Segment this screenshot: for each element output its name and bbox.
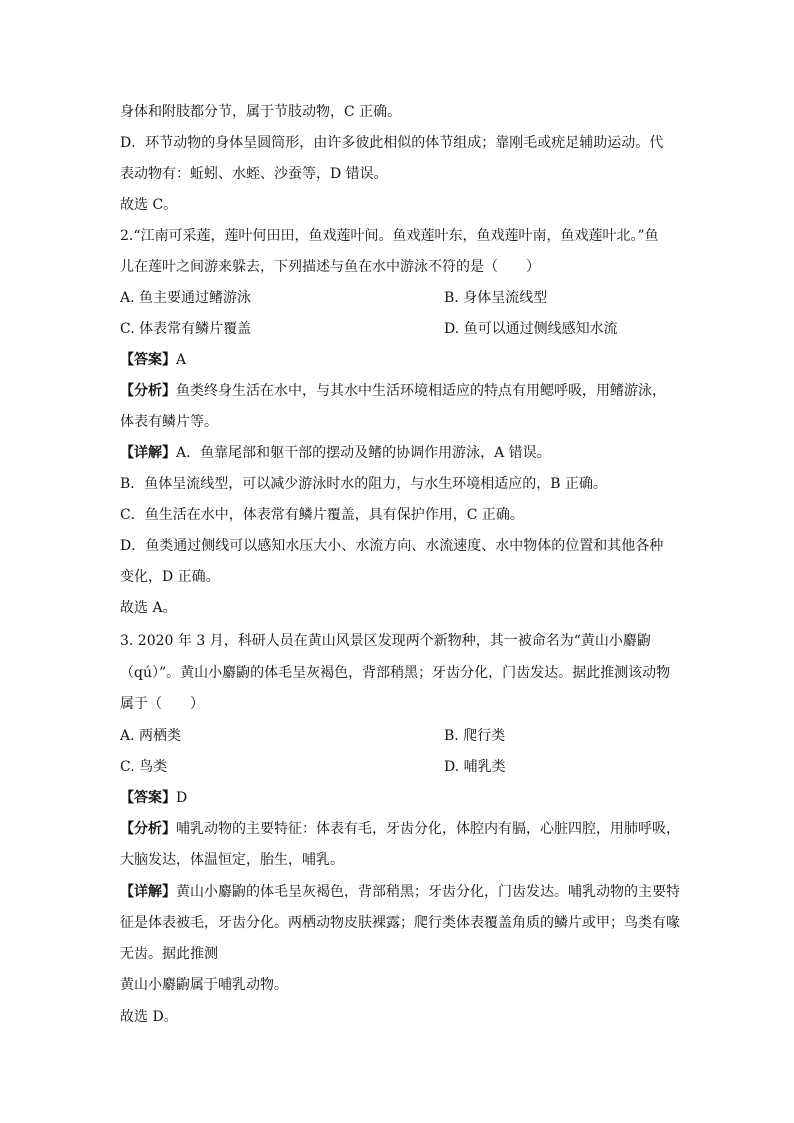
q2-analysis-label: 【分析】 bbox=[120, 383, 176, 399]
q2-answer-value: A bbox=[176, 352, 187, 368]
q3-answer-label: 【答案】 bbox=[120, 790, 176, 806]
prev-conclusion: 故选 C。 bbox=[120, 197, 178, 213]
q3-detail-line-1 bbox=[120, 882, 680, 902]
q3-answer-value: D bbox=[176, 790, 188, 806]
q2-stem-line-1: 2.“江南可采莲，莲叶何田田，鱼戏莲叶间。鱼戏莲叶东，鱼戏莲叶南，鱼戏莲叶北。”鱼 bbox=[120, 228, 659, 244]
q3-stem-line-3: 属于（ ） bbox=[120, 696, 204, 712]
q3-analysis-line-2: 大脑发达，体温恒定，胎生，哺乳。 bbox=[120, 852, 344, 868]
prev-detail-line-1: 身体和附肢都分节，属于节肢动物，C 正确。 bbox=[120, 104, 402, 120]
prev-detail-line-3: 表动物有：蚯蚓、水蛭、沙蚕等，D 错误。 bbox=[120, 166, 388, 182]
q3-conclusion: 故选 D。 bbox=[120, 1009, 178, 1025]
q2-conclusion: 故选 A。 bbox=[120, 600, 177, 616]
prev-detail-line-2: D．环节动物的身体呈圆筒形，由许多彼此相似的体节组成；靠刚毛或疣足辅助运动。代 bbox=[120, 135, 664, 151]
q3-detail-text-1: 黄山小麝鼩的体毛呈灰褐色，背部稍黑；牙齿分化，门齿发达。哺乳动物的主要特 bbox=[176, 884, 680, 900]
q3-stem-line-2: （qú）”。黄山小麝鼩的体毛呈灰褐色，背部稍黑；牙齿分化，门齿发达。据此推测该动物 bbox=[120, 665, 671, 681]
q2-analysis-line-2: 体表有鳞片等。 bbox=[120, 414, 218, 430]
q2-analysis-line-1 bbox=[120, 381, 666, 401]
q2-answer-label: 【答案】 bbox=[120, 352, 176, 368]
q2-stem-line-2: 儿在莲叶之间游来躲去，下列描述与鱼在水中游泳不符的是（ ） bbox=[120, 259, 540, 275]
q3-analysis-text-1: 哺乳动物的主要特征：体表有毛，牙齿分化，体腔内有膈，心脏四腔，用肺呼吸， bbox=[176, 821, 680, 837]
q3-answer bbox=[120, 788, 187, 808]
q3-detail-line-3: 无齿。据此推测 bbox=[120, 946, 218, 962]
q3-option-d: D. 哺乳类 bbox=[444, 759, 506, 775]
q3-option-a: A. 两栖类 bbox=[120, 728, 182, 744]
q3-analysis-line-1 bbox=[120, 819, 680, 839]
q2-answer bbox=[120, 350, 186, 370]
q2-analysis-text-1: 鱼类终身生活在水中，与其水中生活环境相适应的特点有用鳃呼吸，用鳍游泳， bbox=[176, 383, 666, 399]
q3-analysis-label: 【分析】 bbox=[120, 821, 176, 837]
q2-option-a: A. 鱼主要通过鳍游泳 bbox=[120, 290, 252, 306]
q2-detail-line-3: C．鱼生活在水中，体表常有鳞片覆盖，具有保护作用，C 正确。 bbox=[120, 507, 524, 523]
q3-stem-line-1: 3. 2020 年 3 月，科研人员在黄山风景区发现两个新物种，其一被命名为“黄山小麝鼩 bbox=[120, 633, 651, 649]
q3-detail-line-2: 征是体表被毛，牙齿分化。两栖动物皮肤裸露；爬行类体表覆盖角质的鳞片或甲；鸟类有喙 bbox=[120, 915, 680, 931]
q2-detail-line-4: D．鱼类通过侧线可以感知水压大小、水流方向、水流速度、水中物体的位置和其他各种 bbox=[120, 538, 664, 554]
q2-detail-line-2: B．鱼体呈流线型，可以减少游泳时水的阻力，与水生环境相适应的，B 正确。 bbox=[120, 476, 608, 492]
q2-detail-line-5: 变化，D 正确。 bbox=[120, 569, 220, 585]
q3-option-c: C. 鸟类 bbox=[120, 759, 168, 775]
q2-detail-line-1 bbox=[120, 443, 551, 463]
q2-detail-label: 【详解】 bbox=[120, 445, 176, 461]
q2-option-b: B. 身体呈流线型 bbox=[444, 290, 548, 306]
q3-option-b: B. 爬行类 bbox=[444, 728, 506, 744]
q2-detail-text-1: A．鱼靠尾部和躯干部的摆动及鳍的协调作用游泳，A 错误。 bbox=[176, 445, 551, 461]
q3-detail-line-4: 黄山小麝鼩属于哺乳动物。 bbox=[120, 977, 288, 993]
q2-option-c: C. 体表常有鳞片覆盖 bbox=[120, 321, 252, 337]
q3-detail-label: 【详解】 bbox=[120, 884, 176, 900]
q2-option-d: D. 鱼可以通过侧线感知水流 bbox=[444, 321, 618, 337]
